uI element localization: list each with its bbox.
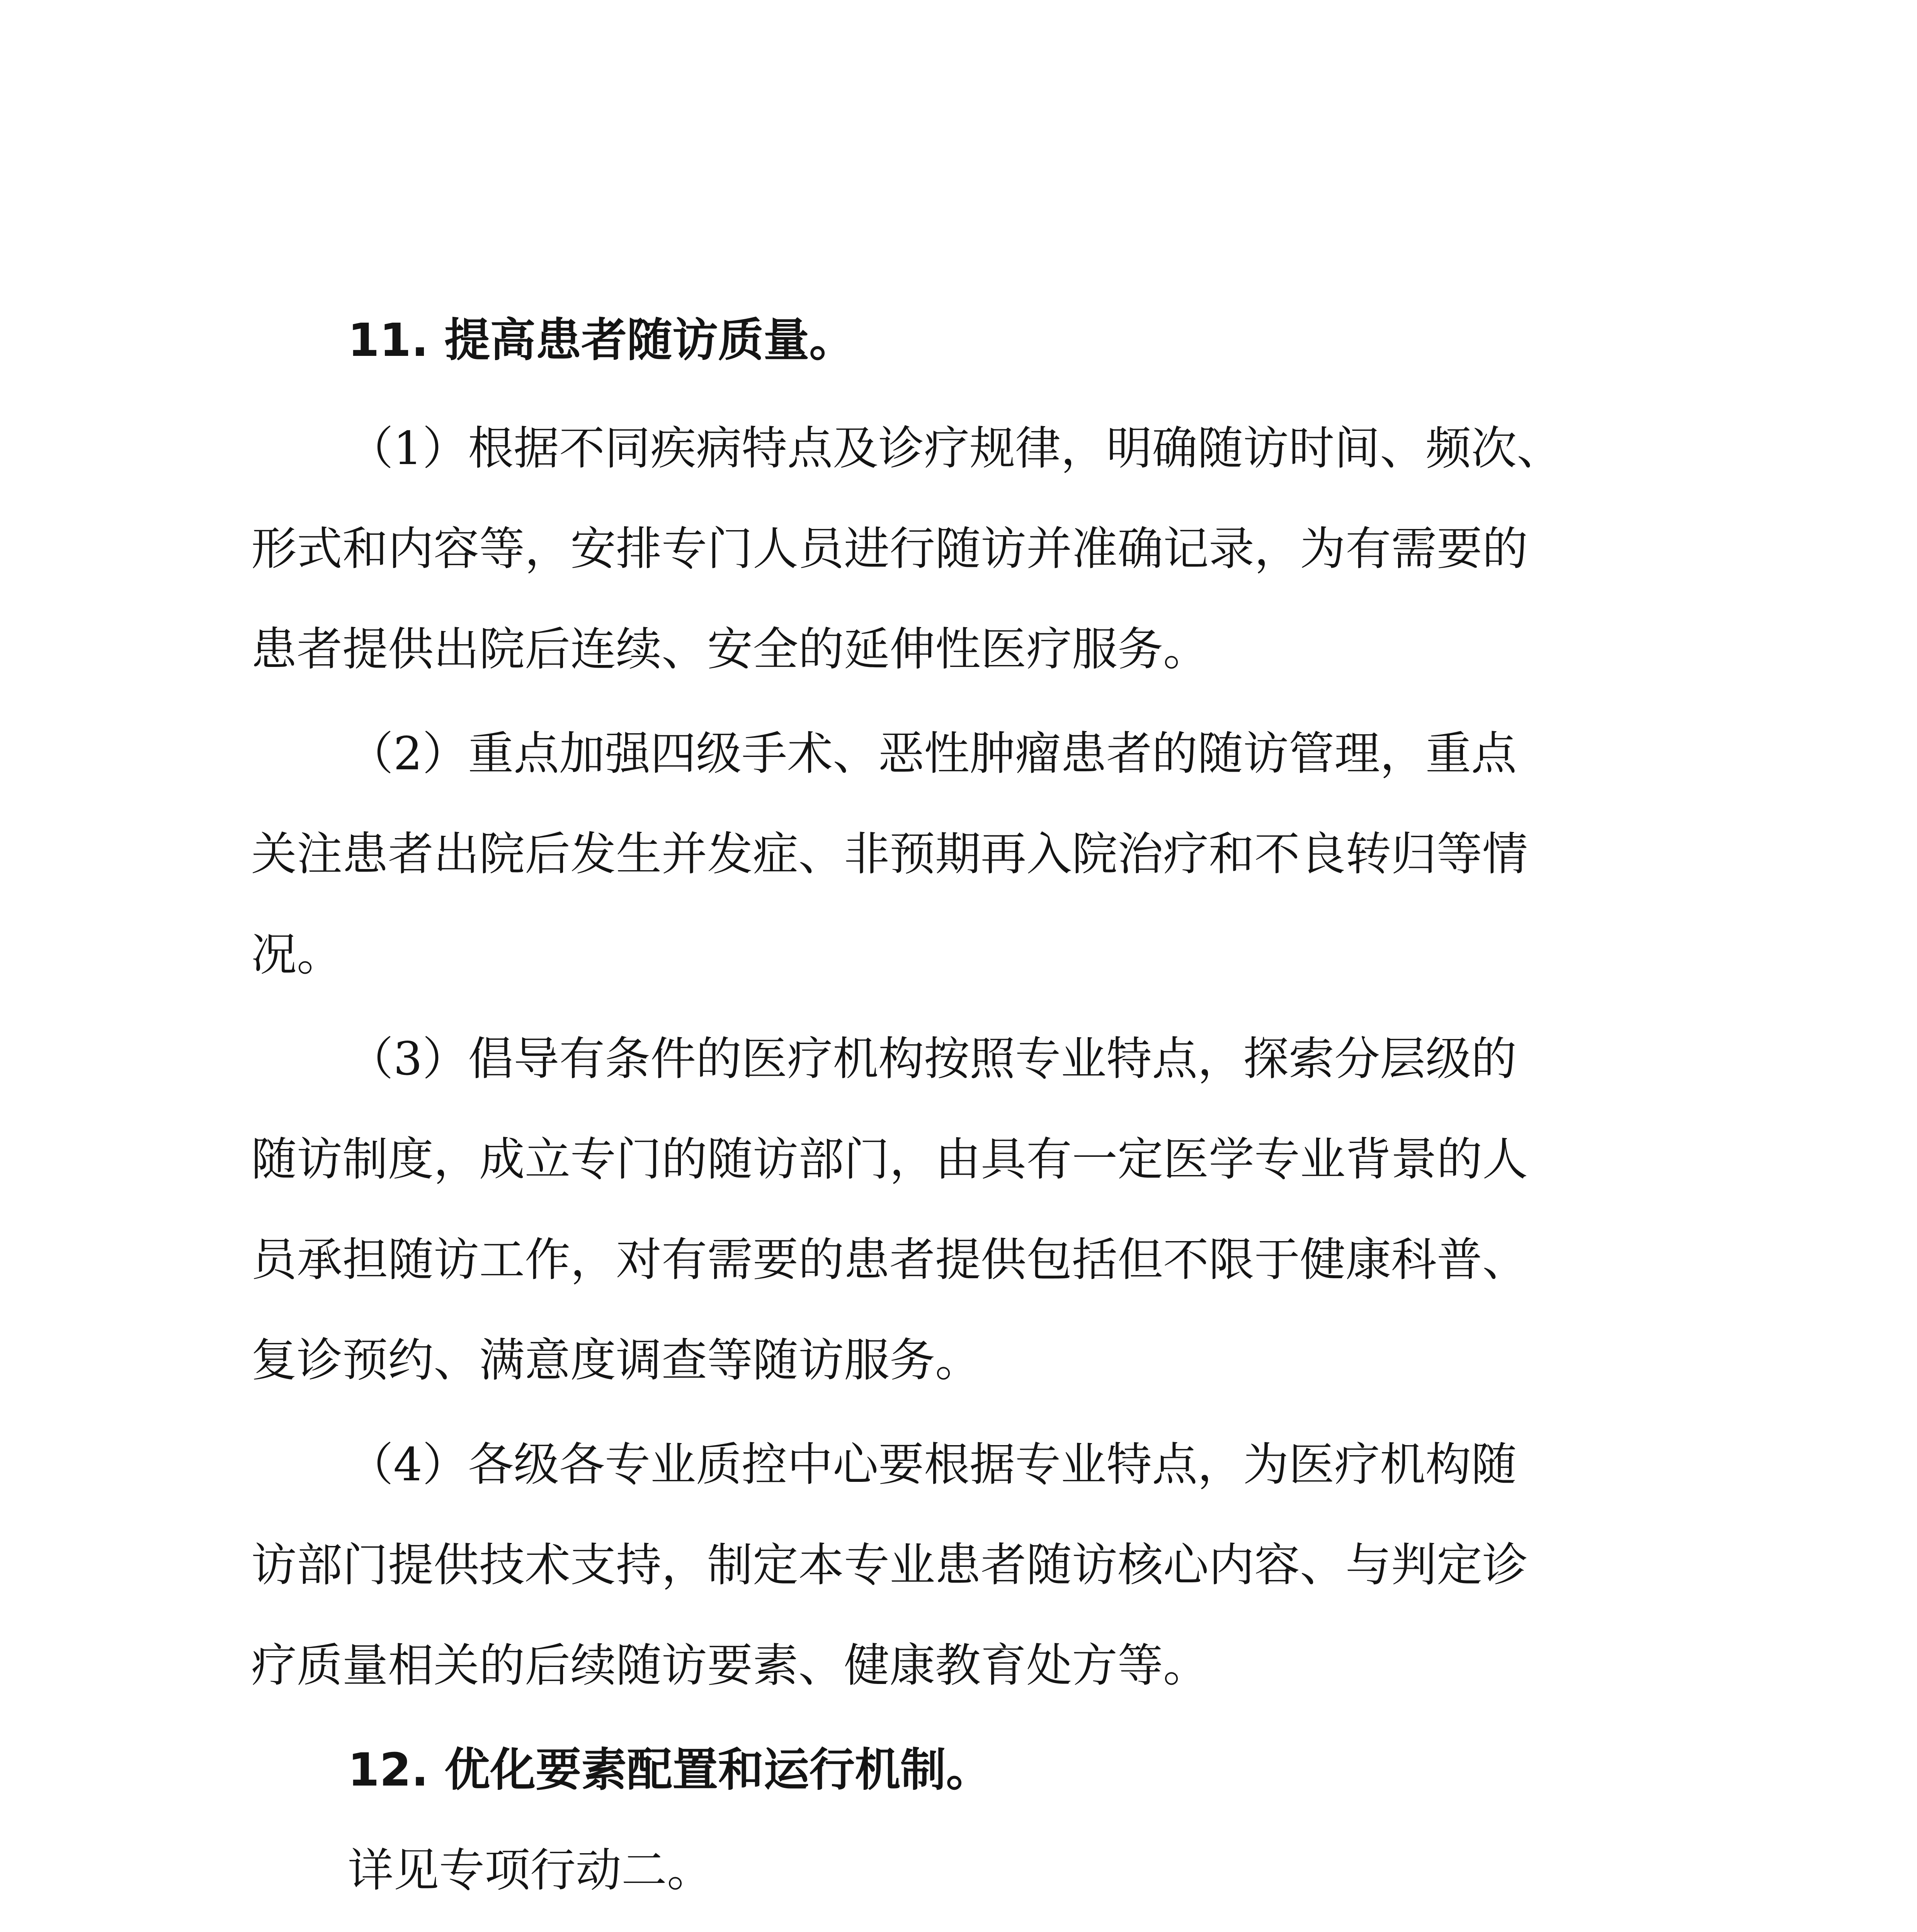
paragraph-line: （4）各级各专业质控中心要根据专业特点，为医疗机构随	[348, 1438, 1517, 1491]
paragraph-line: （3）倡导有条件的医疗机构按照专业特点，探索分层级的	[348, 1032, 1517, 1085]
paragraph-line: 随访制度，成立专门的随访部门，由具有一定医学专业背景的人	[251, 1133, 1528, 1186]
section-heading: 11. 提高患者随访质量。	[348, 313, 855, 367]
section-heading: 12. 优化要素配置和运行机制。	[348, 1743, 992, 1796]
paragraph-line: 疗质量相关的后续随访要素、健康教育处方等。	[251, 1639, 1209, 1692]
paragraph-line: 形式和内容等，安排专门人员进行随访并准确记录，为有需要的	[251, 522, 1528, 575]
paragraph-line: 详见专项行动二。	[348, 1844, 713, 1897]
paragraph-line: 复诊预约、满意度调查等随访服务。	[251, 1333, 981, 1387]
paragraph-line: 访部门提供技术支持，制定本专业患者随访核心内容、与判定诊	[251, 1538, 1528, 1592]
paragraph-line: 关注患者出院后发生并发症、非预期再入院治疗和不良转归等情	[251, 827, 1528, 881]
paragraph-line: 员承担随访工作，对有需要的患者提供包括但不限于健康科普、	[251, 1233, 1528, 1286]
paragraph-line: （1）根据不同疾病特点及诊疗规律，明确随访时间、频次、	[348, 422, 1563, 475]
paragraph-line: 况。	[251, 928, 343, 981]
paragraph-line: 患者提供出院后连续、安全的延伸性医疗服务。	[251, 622, 1209, 676]
paragraph-line: （2）重点加强四级手术、恶性肿瘤患者的随访管理，重点	[348, 727, 1517, 780]
paragraph-line	[348, 1924, 1917, 1932]
